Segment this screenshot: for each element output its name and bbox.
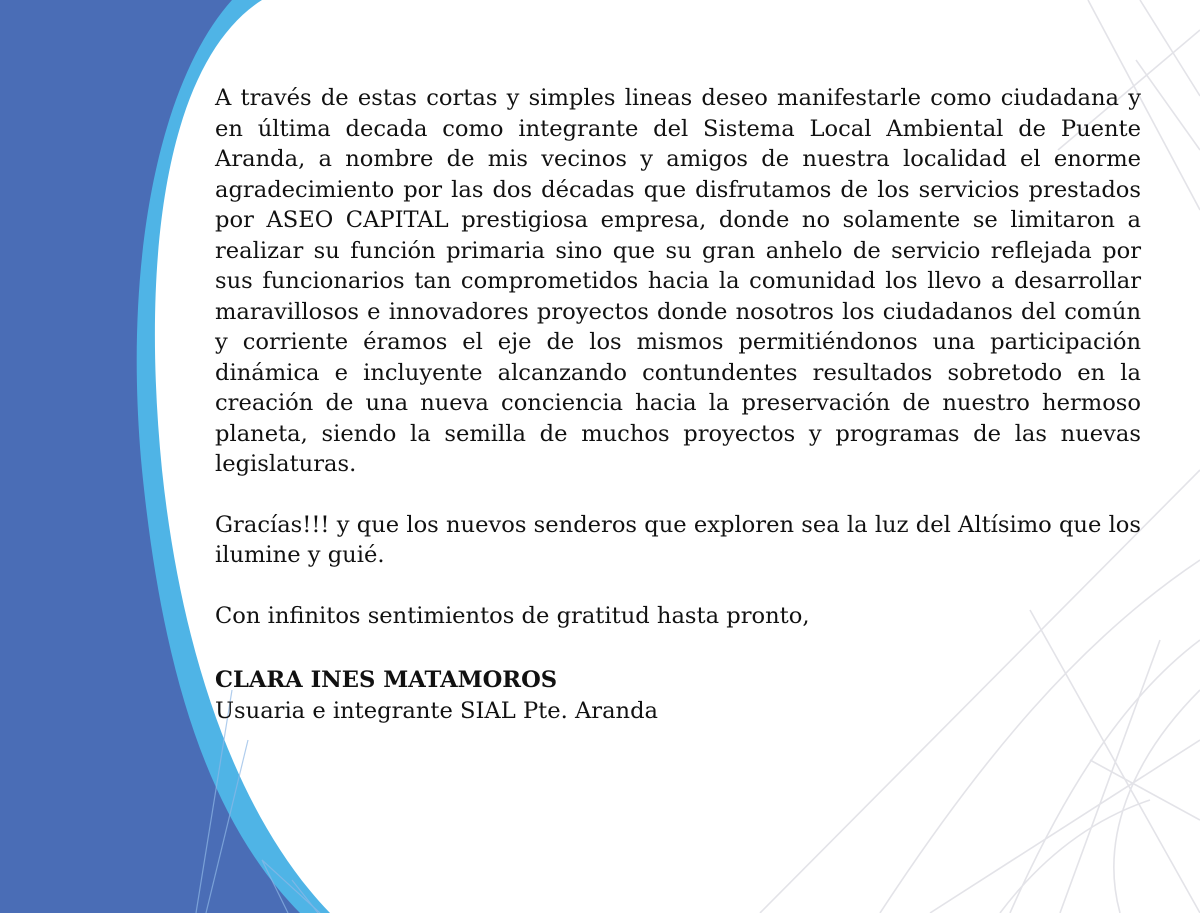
signer-role: Usuaria e integrante SIAL Pte. Aranda [215,697,659,724]
letter-text [215,83,1141,726]
signer-name: CLARA INES MATAMOROS [215,667,558,693]
letter-body-paragraph: A través de estas cortas y simples lineas deseo manifestarle como ciudadana y en última decada como integrante del Sistema Local Ambiental de Puente Aranda, a nombre de mis vecinos y amigos de nuestra localidad el enorme agradecimiento por las dos décadas que disfrutamos de los servicios prestados por ASEO CAPITAL prestigiosa empresa, donde no solamente se limitaron a realizar su función primaria sino que su gran anhelo de servicio reflejada por sus funcionarios tan comprometidos hacia la comunidad los llevo a desarrollar maravillosos e innovadores proyectos donde nosotros los ciudadanos del común y corriente éramos el eje de los mismos permitiéndonos una participación dinámica e incluyente alcanzando contundentes resultados sobretodo en la creación de una nueva conciencia hacia la preservación de nuestro hermoso planeta, siendo la semilla de muchos proyectos y programas de las nuevas legislaturas. [215,85,1141,477]
thanks-paragraph: Gracías!!! y que los nuevos senderos que exploren sea la luz del Altísimo que los ilumine y guié. [215,511,1141,568]
closing-line: Con infinitos sentimientos de gratitud hasta pronto, [215,602,810,629]
